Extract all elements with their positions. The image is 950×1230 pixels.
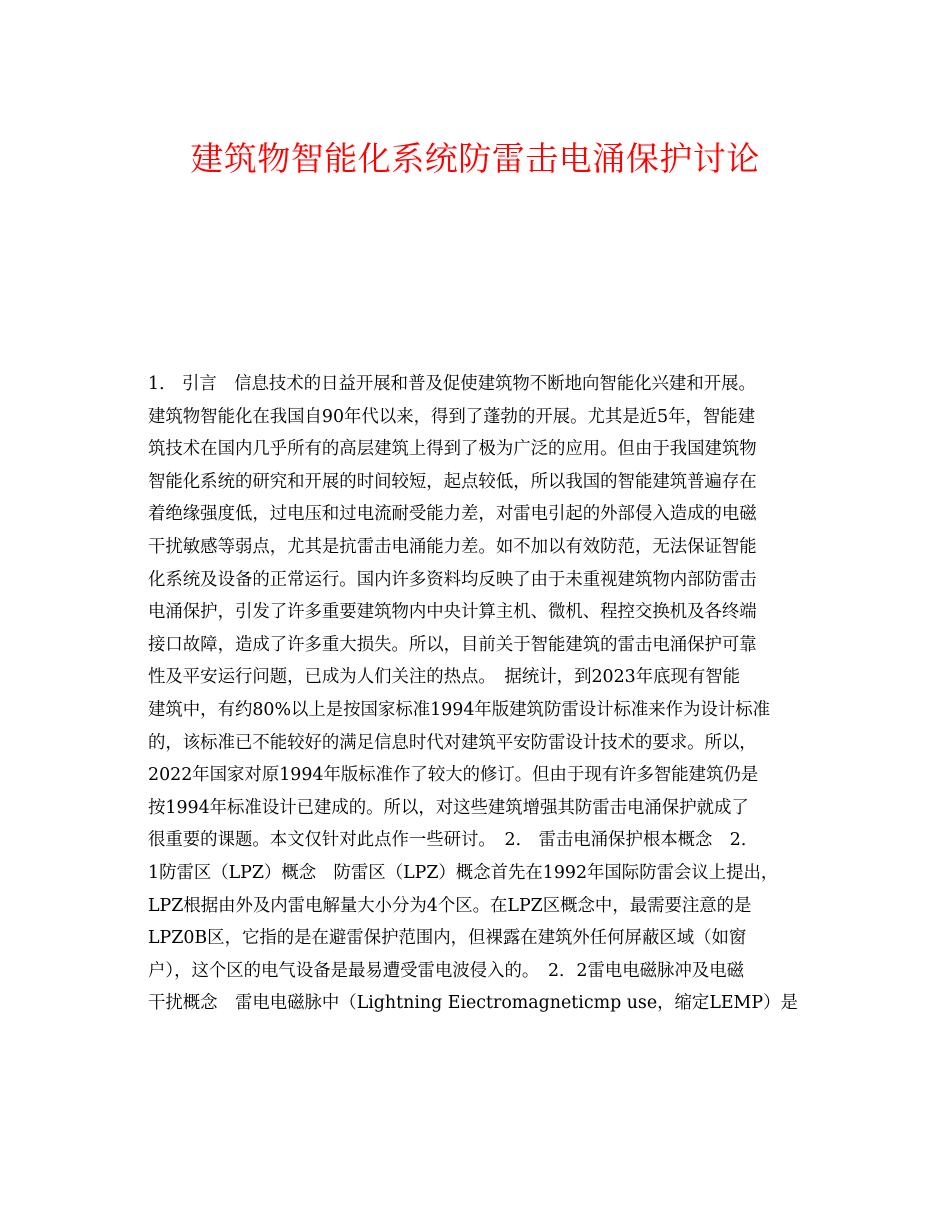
body-line: 着绝缘强度低，过电压和过电流耐受能力差，对雷电引起的外部侵入造成的电磁: [148, 504, 757, 525]
body-line: 干扰概念 雷电电磁脉中（Lightning Eiectromagneticmp use，缩定LEMP）是: [148, 993, 798, 1014]
body-line: 的，该标准已不能较好的满足信息时代对建筑平安防雷设计技术的要求。所以，: [148, 732, 757, 753]
body-line: 按1994年标准设计已建成的。所以，对这些建筑增强其防雷击电涌保护就成了: [148, 797, 749, 818]
body-line: 智能化系统的研究和开展的时间较短，起点较低，所以我国的智能建筑普遍存在: [148, 471, 757, 492]
body-line: 2022年国家对原1994年版标准作了较大的修订。但由于现有许多智能建筑仍是: [148, 765, 759, 786]
body-line: 化系统及设备的正常运行。国内许多资料均反映了由于未重视建筑物内部防雷击: [148, 569, 757, 590]
document-body: [148, 368, 808, 1020]
body-line: 1防雷区（LPZ）概念 防雷区（LPZ）概念首先在1992年国际防雷会议上提出，: [148, 862, 779, 883]
body-line: 很重要的课题。本文仅针对此点作一些研讨。 2． 雷击电涌保护根本概念 2．: [148, 830, 759, 851]
body-line: 电涌保护，引发了许多重要建筑物内中央计算主机、微机、程控交换机及各终端: [148, 602, 757, 623]
body-line: 性及平安运行问题，已成为人们关注的热点。 据统计，到2023年底现有智能: [148, 667, 741, 688]
body-line: 户），这个区的电气设备是最易遭受雷电波侵入的。 2．2雷电电磁脉冲及电磁: [148, 960, 745, 981]
body-line: LPZ0B区，它指的是在避雷保护范围内，但裸露在建筑外任何屏蔽区域（如窗: [148, 928, 747, 949]
body-line: 建筑中，有约80%以上是按国家标准1994年版建筑防雷设计标准来作为设计标准: [148, 699, 771, 720]
document-title: 建筑物智能化系统防雷击电涌保护讨论: [190, 139, 760, 178]
body-line: LPZ根据由外及内雷电解量大小分为4个区。在LPZ区概念中，最需要注意的是: [148, 895, 752, 916]
body-line: 建筑物智能化在我国自90年代以来，得到了蓬勃的开展。尤其是近5年，智能建: [148, 406, 756, 427]
body-line: 干扰敏感等弱点，尤其是抗雷击电涌能力差。如不加以有效防范，无法保证智能: [148, 536, 757, 557]
body-line: 接口故障，造成了许多重大损失。所以，目前关于智能建筑的雷击电涌保护可靠: [148, 634, 757, 655]
body-line: 筑技术在国内几乎所有的高层建筑上得到了极为广泛的应用。但由于我国建筑物: [148, 439, 757, 460]
body-line: 1． 引言 信息技术的日益开展和普及促使建筑物不断地向智能化兴建和开展。: [148, 374, 756, 394]
